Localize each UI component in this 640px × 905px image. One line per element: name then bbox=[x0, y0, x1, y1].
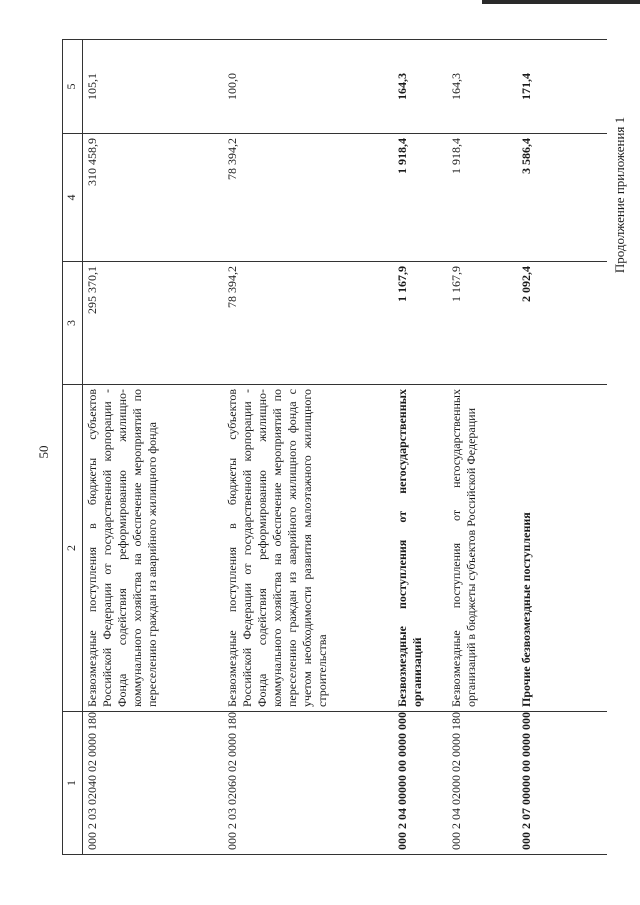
column-header-3: 3 bbox=[63, 262, 83, 385]
row-value-col3: 1 167,9 bbox=[393, 262, 447, 385]
column-header-5: 5 bbox=[63, 40, 83, 134]
table-row bbox=[447, 40, 517, 855]
table-row bbox=[223, 40, 393, 855]
row-value-col5: 171,4 bbox=[517, 40, 608, 134]
row-description: Безвозмездные поступления от негосударственных организаций в бюджеты субъектов Российской Федерации bbox=[447, 385, 517, 712]
table-row bbox=[83, 40, 223, 855]
column-header-4: 4 bbox=[63, 134, 83, 262]
row-description: Прочие безвозмездные поступления bbox=[517, 385, 608, 712]
row-value-col3: 2 092,4 bbox=[517, 262, 608, 385]
row-code: 000 2 04 00000 00 0000 000 bbox=[393, 712, 447, 855]
scan-corner-mark bbox=[482, 0, 640, 4]
row-value-col3: 78 394,2 bbox=[223, 262, 393, 385]
row-value-col4: 310 458,9 bbox=[83, 134, 223, 262]
row-value-col4: 78 394,2 bbox=[223, 134, 393, 262]
table-row bbox=[517, 40, 608, 855]
row-value-col3: 295 370,1 bbox=[83, 262, 223, 385]
page-number: 50 bbox=[36, 445, 51, 459]
column-header-1: 1 bbox=[63, 712, 83, 855]
row-code: 000 2 03 02040 02 0000 180 bbox=[83, 712, 223, 855]
row-code: 000 2 03 02060 02 0000 180 bbox=[223, 712, 393, 855]
continuation-label: Продолжение приложения 1 bbox=[612, 116, 627, 274]
row-value-col4: 1 918,4 bbox=[393, 134, 447, 262]
row-value-col4: 1 918,4 bbox=[447, 134, 517, 262]
row-code: 000 2 07 00000 00 0000 000 bbox=[517, 712, 608, 855]
row-value-col5: 164,3 bbox=[447, 40, 517, 134]
row-value-col5: 164,3 bbox=[393, 40, 447, 134]
row-value-col4: 3 586,4 bbox=[517, 134, 608, 262]
rotated-table-container bbox=[62, 40, 607, 855]
row-description: Безвозмездные поступления в бюджеты субъектов Российской Федерации от государственной корпорации - Фонда содействия реформированию жилищно-коммунального хозяйства на обеспечение мероприятий по переселению граждан из аварийного жилищного фонда с учетом необходимости развития малоэтажного жилищного строительства bbox=[223, 385, 393, 712]
row-description: Безвозмездные поступления от негосударственных организаций bbox=[393, 385, 447, 712]
row-description: Безвозмездные поступления в бюджеты субъектов Российской Федерации от государственной корпорации - Фонда содействия реформированию жилищно-коммунального хозяйства на обеспечение мероприятий по переселению граждан из аварийного жилищного фонда bbox=[83, 385, 223, 712]
budget-table bbox=[62, 39, 607, 855]
row-code: 000 2 04 02000 02 0000 180 bbox=[447, 712, 517, 855]
table-row bbox=[393, 40, 447, 855]
table-header-row bbox=[63, 40, 83, 855]
row-value-col5: 100,0 bbox=[223, 40, 393, 134]
row-value-col3: 1 167,9 bbox=[447, 262, 517, 385]
column-header-2: 2 bbox=[63, 385, 83, 712]
row-value-col5: 105,1 bbox=[83, 40, 223, 134]
